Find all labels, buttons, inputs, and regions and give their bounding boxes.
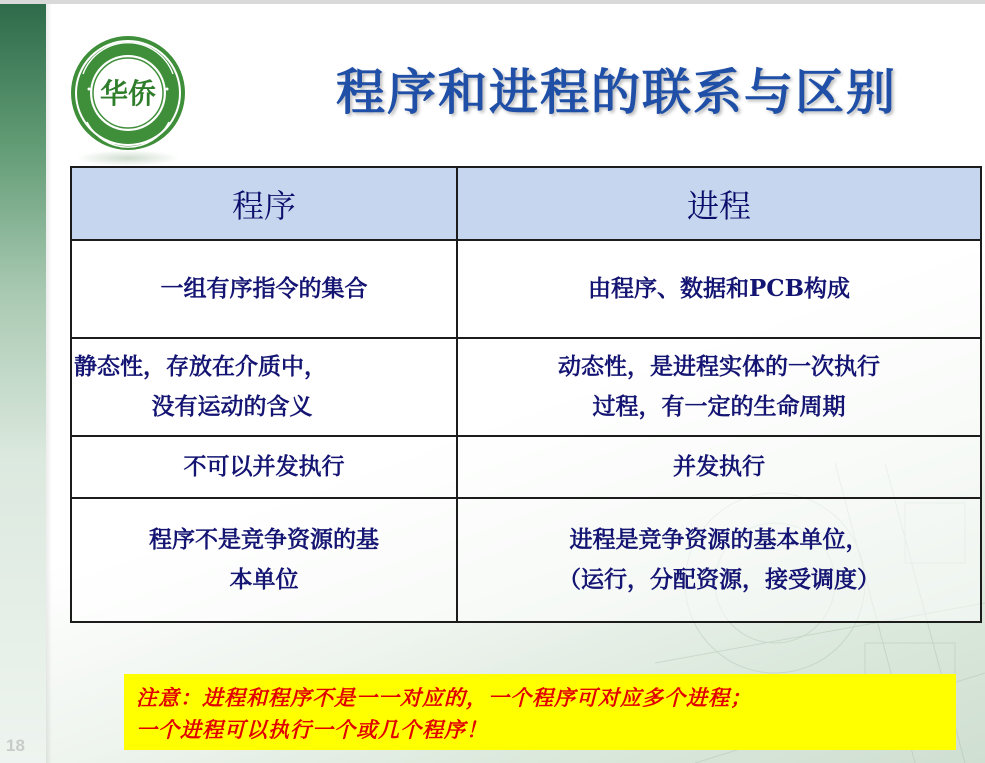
header-process: 进程: [457, 167, 981, 240]
slide-title: 程序和进程的联系与区别: [336, 64, 898, 121]
page-number: 18: [6, 736, 25, 755]
cell-line: 本单位: [229, 566, 299, 593]
cell-line: 进程是竞争资源的基本单位，: [569, 526, 869, 553]
comparison-table: [70, 166, 982, 623]
cell-line: 动态性，是进程实体的一次执行: [558, 353, 880, 380]
note-text-2: 一个进程可以执行一个或几个程序！: [136, 717, 488, 742]
cell-line: 没有运动的含义: [151, 393, 313, 420]
table-header-row: [71, 167, 981, 240]
cell-line: 一组有序指令的集合: [160, 275, 368, 302]
logo-text: 华侨: [99, 77, 156, 110]
table-row: [71, 240, 981, 338]
cell-process: [457, 498, 981, 622]
table-row: [71, 338, 981, 436]
table-row: [71, 498, 981, 622]
left-accent-bar: [0, 4, 46, 763]
note-text-1: 进程和程序不是一一对应的，一个程序可对应多个进程；: [202, 685, 752, 710]
cell-line: 程序不是竞争资源的基: [149, 526, 379, 553]
cell-process: [457, 338, 981, 436]
cell-line: 过程，有一定的生命周期: [592, 393, 846, 420]
note-line-2: [136, 714, 944, 746]
cell-line: 并发执行: [673, 453, 765, 480]
note-label: 注意：: [136, 685, 202, 710]
cell-program: [71, 436, 457, 498]
top-divider: [0, 0, 985, 4]
cell-process: [457, 436, 981, 498]
cell-line: 由程序、数据和PCB构成: [587, 275, 851, 302]
cell-process: [457, 240, 981, 338]
note-line-1: [136, 682, 944, 714]
cell-program: [71, 498, 457, 622]
header-program: 程序: [71, 167, 457, 240]
cell-line: 不可以并发执行: [183, 453, 345, 480]
cell-line: 静态性，存放在介质中，: [74, 353, 327, 380]
note-box: [124, 674, 956, 750]
logo-reflection: [76, 150, 180, 166]
cell-program: [71, 240, 457, 338]
cell-program: [71, 338, 457, 436]
left-bar-shadow: [46, 4, 52, 763]
cell-line: （运行，分配资源，接受调度）: [558, 566, 880, 593]
table-row: [71, 436, 981, 498]
